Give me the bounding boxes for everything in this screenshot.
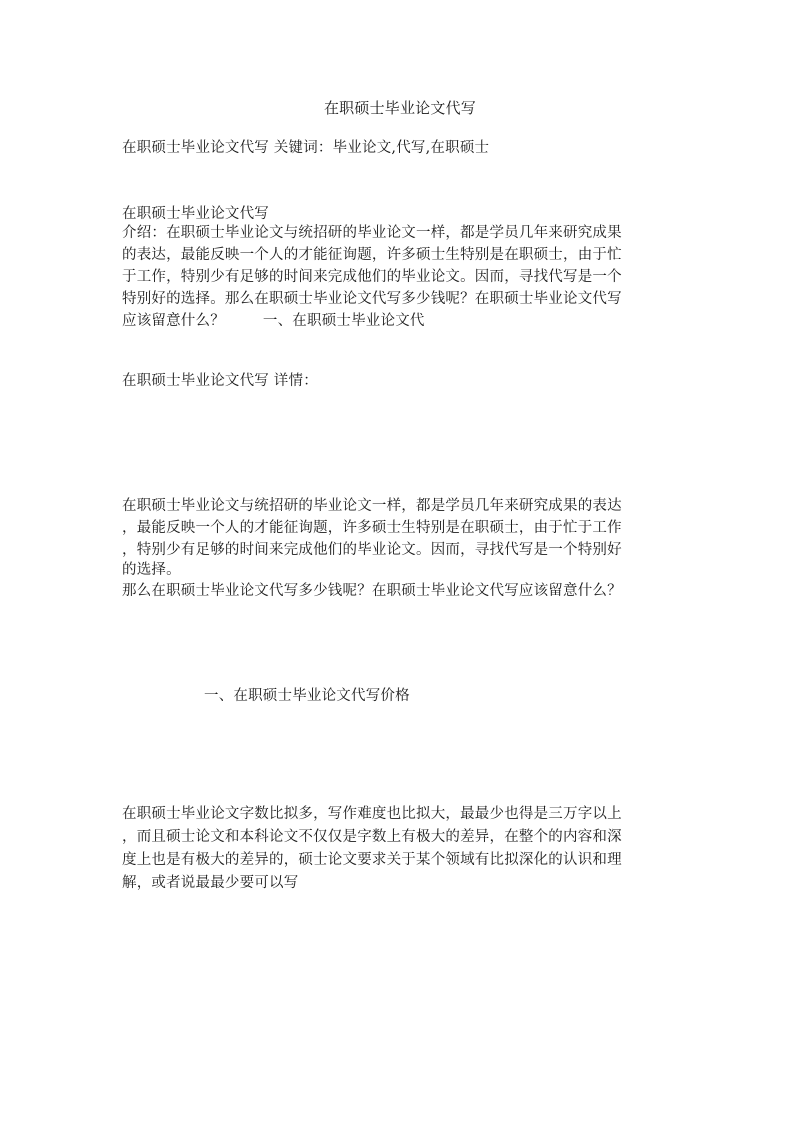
para2-line-3: 度上也是有极大的差异的，硕士论文要求关于某个领域有比拟深化的认识和理 — [122, 852, 622, 868]
intro-line-2: 的表达，最能反映一个人的才能征询题，许多硕士生特别是在职硕士，由于忙 — [122, 247, 622, 263]
intro-last-part-a: 应该留意什么？ — [122, 313, 225, 329]
para1-line-1: 在职硕士毕业论文与统招研的毕业论文一样，都是学员几年来研究成果的表达 — [122, 498, 622, 514]
keywords-line: 在职硕士毕业论文代写 关键词：毕业论文,代写,在职硕士 — [122, 140, 490, 156]
para2-line-4: 解，或者说最最少要可以写 — [122, 875, 299, 891]
para1-line-3: ，特别少有足够的时间来完成他们的毕业论文。因而，寻找代写是一个特别好 — [122, 542, 622, 558]
intro-line-3: 于工作，特别少有足够的时间来完成他们的毕业论文。因而，寻找代写是一个 — [122, 269, 622, 285]
intro-line-5 — [122, 310, 425, 332]
document-title: 在职硕士毕业论文代写 — [323, 99, 476, 117]
intro-last-part-b: 一、在职硕士毕业论文代 — [262, 313, 425, 329]
para1-line-4: 的选择。 — [122, 562, 181, 578]
para1-line-2: ，最能反映一个人的才能征询题，许多硕士生特别是在职硕士，由于忙于工作 — [122, 520, 622, 536]
para2-line-2: ，而且硕士论文和本科论文不仅仅是字数上有极大的差异，在整个的内容和深 — [122, 829, 622, 845]
details-heading: 在职硕士毕业论文代写 详情： — [122, 373, 318, 389]
para2-line-1: 在职硕士毕业论文字数比拟多，写作难度也比拟大，最最少也得是三万字以上 — [122, 806, 622, 822]
intro-line-4: 特别好的选择。那么在职硕士毕业论文代写多少钱呢？在职硕士毕业论文代写 — [122, 291, 622, 307]
section1-heading: 一、在职硕士毕业论文代写价格 — [204, 688, 410, 704]
intro-line-1: 介绍：在职硕士毕业论文与统招研的毕业论文一样，都是学员几年来研究成果 — [122, 225, 622, 241]
intro-heading: 在职硕士毕业论文代写 — [122, 206, 269, 222]
para1-line-5: 那么在职硕士毕业论文代写多少钱呢？在职硕士毕业论文代写应该留意什么？ — [122, 583, 622, 599]
